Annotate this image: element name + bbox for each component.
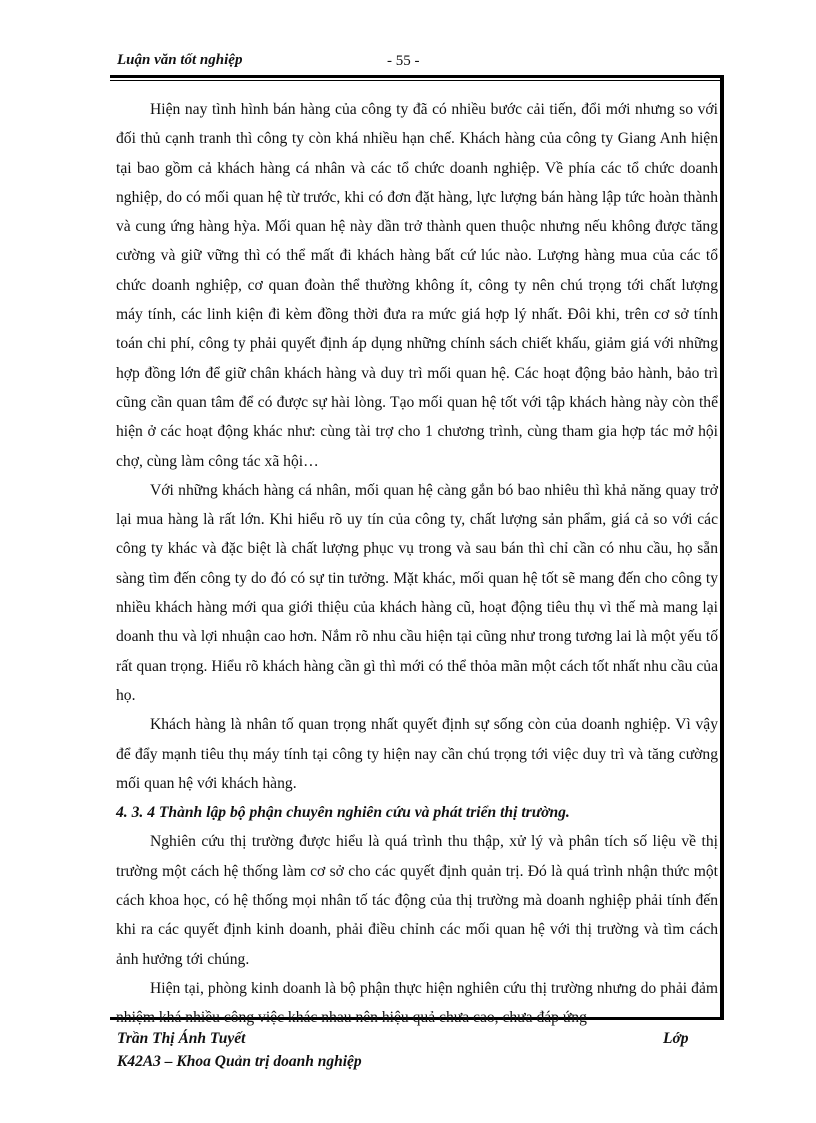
page-border-right <box>720 75 724 1020</box>
section-heading: 4. 3. 4 Thành lập bộ phận chuyên nghiên cứu và phát triển thị trường. <box>116 804 570 822</box>
paragraph: Với những khách hàng cá nhân, mối quan hệ càng gắn bó bao nhiêu thì khả năng quay trở lại mua hàng là rất lớn. Khi hiểu rõ uy tín của công ty, chất lượng sản phẩm, giá cả so với các công ty khác và đặc biệt là chất lượng phục vụ trong và sau bán thì chỉ cần có nhu cầu, họ sẵn sàng tìm đến công ty do đó có sự tin tưởng. Mặt khác, mối quan hệ tốt sẽ mang đến cho công ty nhiều khách hàng mới qua giới thiệu của khách hàng cũ, hoạt động tiêu thụ vì thế mà mang lại doanh thu và lợi nhuận cao hơn. Nắm rõ nhu cầu hiện tại cũng như trong tương lai là một yếu tố rất quan trọng. Hiểu rõ khách hàng cần gì thì mới có thể thỏa mãn một cách tốt nhất nhu cầu của họ. <box>116 481 718 704</box>
footer-class-label: Lớp <box>663 1030 689 1047</box>
document-body <box>116 95 718 1033</box>
paragraph: Khách hàng là nhân tố quan trọng nhất quyết định sự sống còn của doanh nghiệp. Vì vậy để đẩy mạnh tiêu thụ máy tính tại công ty hiện nay cần chú trọng tới việc duy trì và tăng cường mối quan hệ với khách hàng. <box>116 716 718 792</box>
header-rule-thin <box>110 80 722 81</box>
running-header-title: Luận văn tốt nghiệp <box>117 52 243 68</box>
footer-author: Trần Thị Ánh Tuyết <box>117 1030 246 1047</box>
paragraph: Hiện nay tình hình bán hàng của công ty đã có nhiều bước cải tiến, đổi mới nhưng so với đối thủ cạnh tranh thì công ty còn khá nhiều hạn chế. Khách hàng của công ty Giang Anh hiện tại bao gồm cả khách hàng cá nhân và các tổ chức doanh nghiệp. Về phía các tổ chức doanh nghiệp, do có mối quan hệ từ trước, khi có đơn đặt hàng, lực lượng bán hàng lập tức hoàn thành và cung ứng hàng hỳa. Mối quan hệ này dần trở thành quen thuộc nhưng nếu không được tăng cường và giữ vững thì có thể mất đi khách hàng bất cứ lúc nào. Lượng hàng mua của các tổ chức doanh nghiệp, cơ quan đoàn thể thường không ít, công ty nên chú trọng tới chất lượng máy tính, các linh kiện đi kèm đồng thời đưa ra mức giá hợp lý nhất. Đôi khi, trên cơ sở tính toán chi phí, công ty phải quyết định áp dụng những chính sách chiết khấu, giảm giá với những hợp đồng lớn để giữ chân khách hàng và duy trì mối quan hệ. Các hoạt động bảo hành, bảo trì cũng cần quan tâm để có được sự hài lòng. Tạo mối quan hệ tốt với tập khách hàng này còn thể hiện ở các hoạt động khác như: cùng tài trợ cho 1 chương trình, cùng tham gia hợp tác mở hội chợ, cùng làm công tác xã hội… <box>116 101 718 470</box>
paragraph: Hiện tại, phòng kinh doanh là bộ phận thực hiện nghiên cứu thị trường nhưng do phải đảm nhiệm khá nhiều công việc khác nhau nên hiệu quả chưa cao, chưa đáp ứng <box>116 979 718 1027</box>
footer-faculty: K42A3 – Khoa Quản trị doanh nghiệp <box>117 1053 362 1070</box>
page-number: - 55 - <box>387 53 420 69</box>
header-rule-thick <box>110 75 722 78</box>
paragraph: Nghiên cứu thị trường được hiểu là quá trình thu thập, xử lý và phân tích số liệu về thị trường một cách hệ thống làm cơ sở cho các quyết định quản trị. Đó là quá trình nhận thức một cách khoa học, có hệ thống mọi nhân tố tác động của thị trường mà doanh nghiệp phải tính đến khi ra các quyết định kinh doanh, phải điều chỉnh các mối quan hệ với thị trường và tìm cách ảnh hưởng tới chúng. <box>116 833 718 968</box>
